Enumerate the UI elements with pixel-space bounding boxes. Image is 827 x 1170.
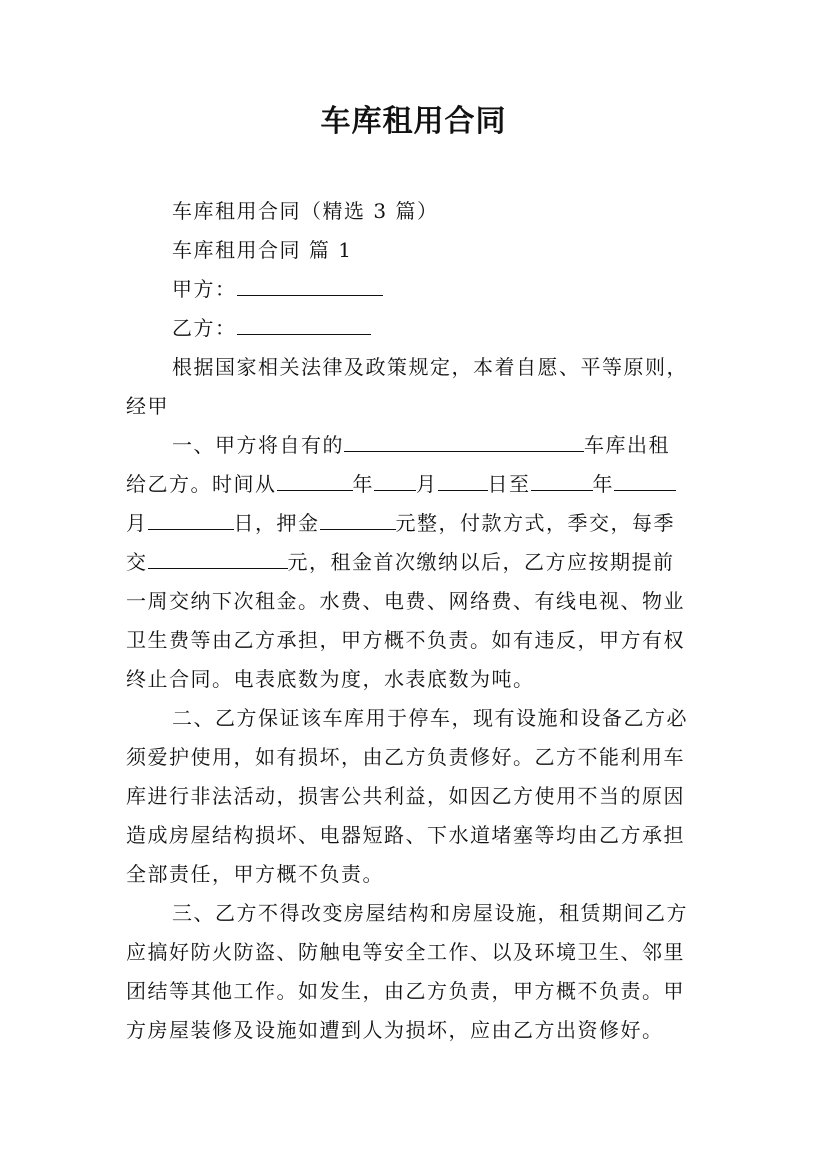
clause-text: 年 [352, 472, 374, 496]
clause-2-line-2: 须爱护使用，如有损坏，由乙方负责修好。乙方不能利用车 [126, 745, 685, 769]
clause-text: 元，租金首次缴纳以后，乙方应按期提前 [287, 550, 675, 574]
party-b-blank [237, 312, 371, 335]
start-year-blank [277, 468, 353, 491]
clause-3-line-2: 应搞好防火防盗、防触电等安全工作、以及环境卫生、邻里 [126, 940, 685, 964]
party-a-line [126, 270, 752, 308]
end-day-blank [148, 507, 234, 530]
clause-2-line-4: 造成房屋结构损坏、电器短路、下水道堵塞等均由乙方承担 [126, 823, 685, 847]
clause-text: 给乙方。时间从 [126, 472, 277, 496]
clause-text: 交 [126, 550, 148, 574]
start-day-blank [438, 468, 488, 491]
clause-text: 日至 [487, 472, 531, 496]
document-title: 车库租用合同 [320, 104, 507, 139]
clause-1-line-2 [126, 465, 706, 503]
clause-1-line-4 [126, 543, 706, 581]
clause-text: 年 [592, 472, 614, 496]
clause-2-line-1: 二、乙方保证该车库用于停车，现有设施和设备乙方必 [172, 706, 688, 730]
clause-2-line-5: 全部责任，甲方概不负责。 [126, 862, 384, 886]
intro-line-2: 经甲 [126, 394, 169, 418]
clause-3-line-1: 三、乙方不得改变房屋结构和房屋设施，租赁期间乙方 [172, 901, 688, 925]
subtitle: 车库租用合同（精选 3 篇） [172, 199, 439, 223]
clause-text: 车库出租 [584, 433, 670, 457]
clause-1-line-7: 终止合同。电表底数为度，水表底数为吨。 [126, 667, 535, 691]
clause-1-line-6: 卫生费等由乙方承担，甲方概不负责。如有违反，甲方有权 [126, 628, 685, 652]
clause-text: 日，押金 [233, 511, 320, 535]
clause-1-line-3 [126, 504, 706, 542]
party-a-label: 甲方： [172, 277, 237, 301]
end-year-blank [531, 468, 593, 491]
clause-1-line-5: 一周交纳下次租金。水费、电费、网络费、有线电视、物业 [126, 589, 685, 613]
clause-text: 月 [416, 472, 438, 496]
start-month-blank [374, 468, 416, 491]
clause-2-line-3: 库进行非法活动，损害公共利益，如因乙方使用不当的原因 [126, 784, 685, 808]
clause-text: 月 [126, 511, 148, 535]
clause-text: 元整，付款方式，季交，每季 [395, 511, 675, 535]
garage-blank [344, 429, 584, 452]
end-month-blank [614, 468, 676, 491]
clause-3-line-3: 团结等其他工作。如发生，由乙方负责，甲方概不负责。甲 [126, 979, 685, 1003]
section-heading: 车库租用合同 篇 1 [172, 238, 353, 262]
party-b-line [126, 309, 752, 347]
clause-1-line-1 [126, 426, 752, 464]
intro-line-1: 根据国家相关法律及政策规定，本着自愿、平等原则， [172, 355, 688, 379]
party-a-blank [237, 273, 383, 296]
party-b-label: 乙方： [172, 316, 237, 340]
deposit-blank [320, 507, 396, 530]
clause-text: 一、甲方将自有的 [172, 433, 344, 457]
rent-blank [148, 546, 288, 569]
clause-3-line-4: 方房屋装修及设施如遭到人为损坏，应由乙方出资修好。 [126, 1018, 664, 1042]
